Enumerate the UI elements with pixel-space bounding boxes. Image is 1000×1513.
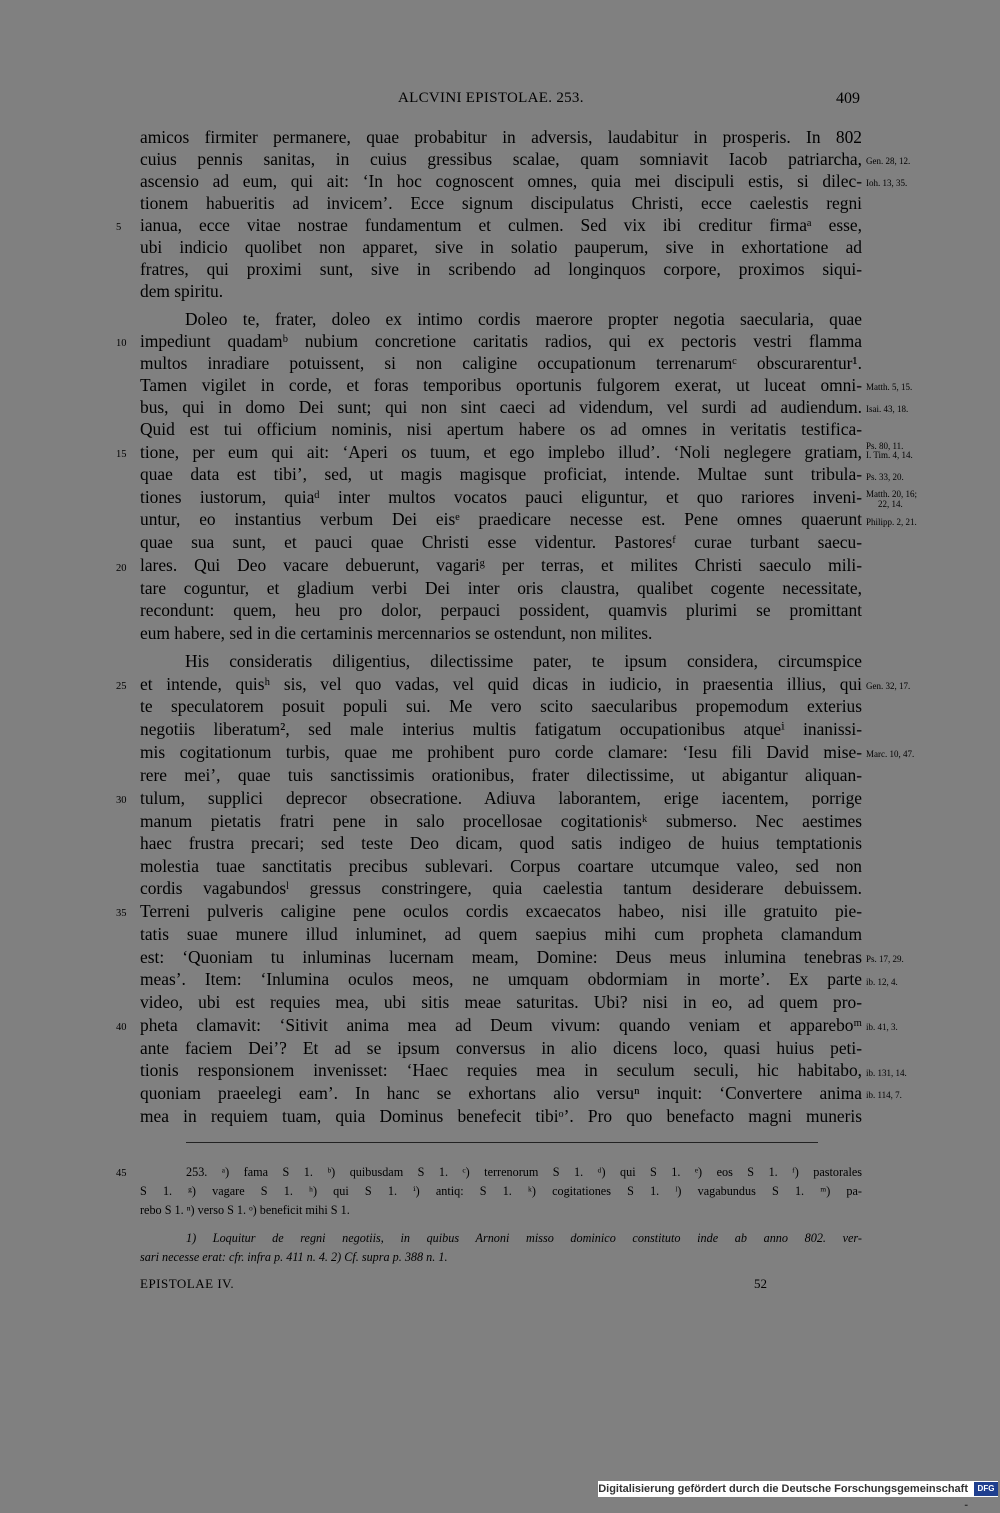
body-line: rere mei’, quae tuis sanctissimis orationibus, frater dilectissime, ut abigantur aliquan- [140,765,862,785]
margin-reference: Gen. 32, 17. [866,681,911,691]
margin-reference: Ps. 80, 11. [866,441,904,451]
apparatus-line: S 1. ᵍ) vagare S 1. ʰ) qui S 1. ⁱ) antiq: S 1. ᵏ) cogitationes S 1. ˡ) vagabundus S 1. ᵐ) pa- [140,1184,862,1198]
line-number: 35 [116,908,127,919]
page-number: 409 [836,90,860,107]
sheet-signature: 52 [754,1276,767,1291]
line-number: 40 [116,1022,127,1033]
body-line: video, ubi est requies mea, ubi sitis meae saturitas. Ubi? nisi in eo, ad quem pro- [140,992,862,1012]
body-line: quoniam praeelegi eam’. In hanc se exhortans alio versuⁿ inquit: ‘Convertere anima [140,1083,862,1103]
body-line: manum pietatis fratri pene in salo procellosae cogitationisᵏ submerso. Nec aestimes [140,811,862,831]
line-number: 20 [116,563,127,574]
page-header-title: ALCVINI EPISTOLAE. 253. [398,90,584,106]
line-number: 25 [116,681,127,692]
body-line: te speculatorem posuit populi sui. Me vero scito saecularibus propemodum exterius [140,696,862,716]
line-number: 15 [116,449,127,460]
body-line: Terreni pulveris caligine pene oculos cordis excaecatos habeo, nisi ille gratuito pie- [140,901,862,921]
body-line: quae data est tibi’, sed, ut magis magisque proficiat, intende. Multae sunt tribula- [140,464,862,484]
body-line: dem spiritu. [140,281,224,301]
critical-apparatus [140,1163,862,1220]
apparatus-line: rebo S 1. ⁿ) verso S 1. ᵒ) beneficit mihi S 1. [140,1203,350,1217]
body-line: eum habere, sed in die certaminis mercennarios se ostendunt, non milites. [140,623,653,643]
margin-reference: Philipp. 2, 21. [866,517,917,527]
footnote-divider [186,1142,818,1143]
body-line: ascensio ad eum, qui ait: ‘In hoc cognoscent omnes, quia mei discipuli estis, si dilec- [140,171,862,191]
note-line: 1) Loquitur de regni negotiis, in quibus Arnoni misso dominico constituto inde ab anno 802. ver- [186,1231,862,1245]
explanatory-notes [140,1229,862,1267]
margin-reference: ib. 41, 3. [866,1022,898,1032]
margin-reference: Ps. 33, 20. [866,472,904,482]
line-number: 5 [116,222,122,233]
margin-reference: Matth. 5, 15. [866,382,913,392]
note-line: sari necesse erat: cfr. infra p. 411 n. 4. 2) Cf. supra p. 388 n. 1. [140,1250,448,1264]
margin-reference: Marc. 10, 47. [866,749,915,759]
dfg-logo-icon: DFG [974,1482,998,1496]
margin-reference: Ps. 17, 29. [866,954,904,964]
margin-reference: I. Tim. 4, 14. [866,450,913,460]
body-line: quae sua sunt, et pauci quae Christi esse videntur. Pastoresᶠ curae turbant saecu- [140,532,862,552]
body-line: Tamen vigilet in corde, et foras temporibus oportunis fulgorem exerat, ut luceat omni- [140,375,862,395]
body-line: est: ‘Quoniam tu inluminas lucernam meam, Domine: Deus meus inlumina tenebras [140,947,862,967]
body-line: untur, eo instantius verbum Dei eisᵉ praedicare necesse est. Pene omnes quaerunt [140,509,862,529]
dfg-funding-banner [598,1481,998,1511]
body-line: impediunt quadamᵇ nubium concretione caritatis radios, qui ex pectoris vestri flamma [140,331,862,351]
line-number: 45 [116,1168,127,1179]
body-line: tione, per eum qui ait: ‘Aperi os tuum, et ego implebo illud’. ‘Noli neglegere gratiam, [140,442,862,462]
body-line: haec frustra precari; sed teste Deo dicam, quod satis indigeo de huius temptationis [140,833,862,853]
body-line: negotiis liberatum², sed male interius multis fatigatum occupationibus atqueⁱ inanissi- [140,719,862,739]
margin-reference: ib. 12, 4. [866,977,898,987]
body-line: His consideratis diligentius, dilectissime pater, te ipsum considera, circumspice [185,651,862,671]
margin-reference: Ioh. 13, 35. [866,178,908,188]
body-line: ante faciem Dei’? Et ad se ipsum conversus in alio dicens loco, quasi huius peti- [140,1038,862,1058]
apparatus-line: 253. ᵃ) fama S 1. ᵇ) quibusdam S 1. ᶜ) terrenorum S 1. ᵈ) qui S 1. ᵉ) eos S 1. ᶠ) pastorales [186,1165,862,1179]
margin-reference: Gen. 28, 12. [866,156,911,166]
body-line: tulum, supplici deprecor obsecratione. Adiuva laborantem, erige iacentem, porrige [140,788,862,808]
body-line: tatis suae munere illud inluminet, ad quem saepius mihi cum propheta clamandum [140,924,862,944]
body-line: meas’. Item: ‘Inlumina oculos meos, ne umquam obdormiam in morte’. Ex parte [140,969,862,989]
body-line: Quid est tui officium nominis, nisi apertum habere os ad omnes in veritatis testifica- [140,419,862,439]
body-line: ubi indicio quolibet non apparet, sive in solatio pauperum, sive in exhortatione ad [140,237,862,257]
body-line: tare coguntur, et gladium verbi Dei inter oris claustra, qualibet cogente necessitate, [140,578,862,598]
margin-reference: Matth. 20, 16; [866,489,917,499]
body-line: recondunt: quem, heu pro dolor, perpauci possident, quamvis plurimi se promittant [140,600,862,620]
body-line: et intende, quisʰ sis, vel quo vadas, vel quid dicas in iudicio, in praesentia illius, qui [140,674,862,694]
body-line: bus, qui in domo Dei sunt; qui non sint caeci ad videndum, vel surdi ad audiendum. [140,397,862,417]
volume-signature: EPISTOLAE IV. [140,1276,235,1291]
margin-reference: ib. 131, 14. [866,1068,907,1078]
body-line: lares. Qui Deo vacare debuerunt, vagariᵍ per terras, et milites Christi saeculo mili- [140,555,862,575]
body-line: multos inradiare potuissent, si non caligine occupationum terrenarumᶜ obscurarentur¹. [140,353,862,373]
body-line: cuius pennis sanitas, in cuius gressibus scalae, quam somniavit Iacob patriarcha, [140,149,862,169]
body-line: cordis vagabundosˡ gressus constringere, quia caelestia tantum desiderare debuissem. [140,878,862,898]
body-line: fratres, qui proximi sunt, sive in scribendo ad longinquos corpore, proximos siqui- [140,259,862,279]
margin-reference: ib. 114, 7. [866,1090,902,1100]
body-line: mis cogitationum turbis, quae me prohibent puro corde clamare: ‘Iesu fili David mise- [140,742,862,762]
body-line: ianua, ecce vitae nostrae fundamentum et culmen. Sed vix ibi creditur firmaᵃ esse, [140,215,862,235]
margin-reference: 22, 14. [878,499,903,509]
dfg-funding-text: Digitalisierung gefördert durch die Deutsche Forschungsgemeinschaft - [598,1483,968,1511]
body-line: tiones iustorum, quiaᵈ inter multos vocatos pauci eliguntur, et quo rariores inveni- [140,487,862,507]
line-number: 30 [116,795,127,806]
body-line: tionem habueritis ad invicem’. Ecce signum discipulatus Christi, ecce caelestis regni [140,193,862,213]
margin-reference: Isai. 43, 18. [866,404,909,414]
body-line: mea in requiem tuam, quia Dominus benefecit tibiᵒ’. Pro quo benefacto magni muneris [140,1106,862,1126]
body-line: pheta clamavit: ‘Sitivit anima mea ad Deum vivum: quando veniam et appareboᵐ [140,1015,862,1035]
body-line: molestia tuae sanctitatis precibus sublevari. Corpus coartare utcumque valeo, sed non [140,856,862,876]
line-number: 10 [116,338,127,349]
body-line: amicos firmiter permanere, quae probabitur in adversis, laudabitur in prosperis. In 802 [140,127,862,147]
body-line: tionis responsionem invenisset: ‘Haec requies mea in seculum seculi, hic habitabo, [140,1060,862,1080]
body-line: Doleo te, frater, doleo ex intimo cordis maerore propter negotia saecularia, quae [185,309,862,329]
